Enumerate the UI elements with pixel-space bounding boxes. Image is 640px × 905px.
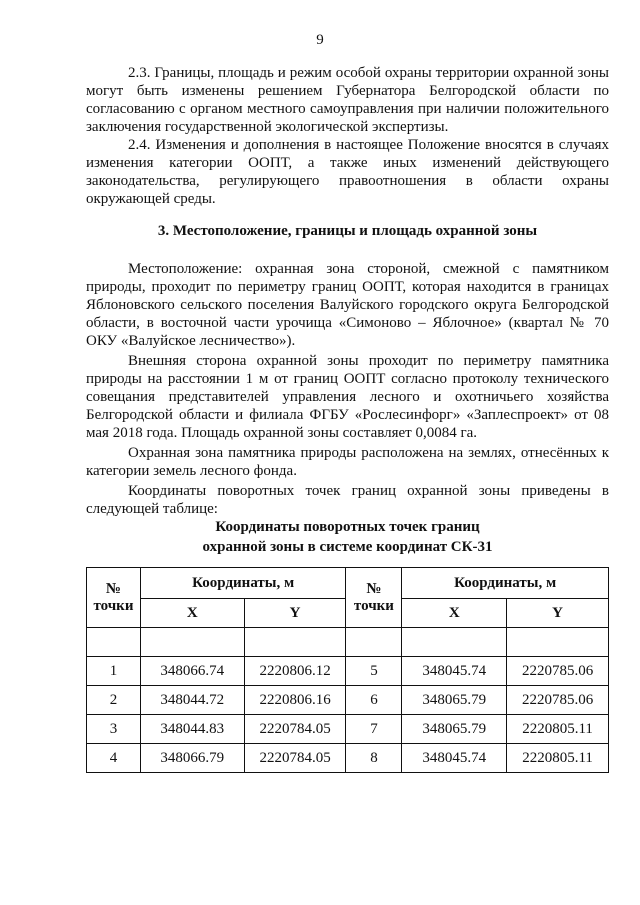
table-title-line-2: охранной зоны в системе координат СК-31	[202, 539, 493, 555]
table-row	[87, 657, 609, 686]
cell-y: 2220805.11	[507, 744, 609, 773]
section-3-text	[86, 260, 609, 520]
cell-point-number: 5	[346, 657, 402, 686]
cell-point-number: 3	[87, 715, 141, 744]
paragraph-2-3: 2.3. Границы, площадь и режим особой охраны территории охранной зоны могут быть изменены решением Губернатора Белгородской области по согласованию с органом местного самоуправления при наличии положительного заключения государственной экологической экспертизы.	[86, 65, 609, 135]
cell-x: 348044.72	[140, 686, 244, 715]
cell-x: 348066.74	[140, 657, 244, 686]
table-row	[87, 715, 609, 744]
paragraph-land-category: Охранная зона памятника природы расположена на землях, отнесённых к категории земель лесного фонда.	[86, 445, 609, 479]
header-x-2: X	[402, 599, 507, 628]
cell-y: 2220805.11	[507, 715, 609, 744]
header-y: Y	[244, 599, 346, 628]
table-gap-row	[87, 628, 609, 657]
paragraph-2-4: 2.4. Изменения и дополнения в настоящее Положение вносятся в случаях изменения категории ООПТ, а также иных изменений действующего законодательства, регулирующего правоотношения в области охраны окружающей среды.	[86, 137, 609, 207]
cell-x: 348065.79	[402, 715, 507, 744]
header-point-number: № точки	[87, 568, 141, 628]
cell-y: 2220784.05	[244, 715, 346, 744]
section-2-text	[86, 64, 609, 208]
header-coordinates: Координаты, м	[140, 568, 346, 599]
table-row	[87, 686, 609, 715]
cell-x: 348045.74	[402, 744, 507, 773]
cell-x: 348065.79	[402, 686, 507, 715]
header-coordinates-2: Координаты, м	[402, 568, 609, 599]
cell-x: 348044.83	[140, 715, 244, 744]
cell-y: 2220806.12	[244, 657, 346, 686]
coordinates-table	[86, 567, 609, 773]
header-x: X	[140, 599, 244, 628]
cell-y: 2220785.06	[507, 657, 609, 686]
section-3-heading: 3. Местоположение, границы и площадь охранной зоны	[157, 223, 538, 239]
cell-point-number: 8	[346, 744, 402, 773]
cell-y: 2220784.05	[244, 744, 346, 773]
page-number: 9	[316, 32, 324, 48]
cell-point-number: 7	[346, 715, 402, 744]
paragraph-outer-boundary: Внешняя сторона охранной зоны проходит по периметру памятника природы на расстоянии 1 м от границ ООПТ согласно протоколу технического совещания представителей управления лесного и охотничьего хозяйства Белгородской области и филиала ФГБУ «Рослесинфорг» «Заплеспроект» от 08 мая 2018 года. Площадь охранной зоны составляет 0,0084 га.	[86, 353, 609, 441]
header-y-2: Y	[507, 599, 609, 628]
cell-point-number: 2	[87, 686, 141, 715]
table-title	[86, 517, 609, 557]
table-row	[87, 744, 609, 773]
paragraph-table-intro: Координаты поворотных точек границ охранной зоны приведены в следующей таблице:	[86, 483, 609, 517]
table-header-row	[87, 568, 609, 599]
table-title-line-1: Координаты поворотных точек границ	[215, 519, 480, 535]
cell-x: 348045.74	[402, 657, 507, 686]
cell-point-number: 6	[346, 686, 402, 715]
cell-point-number: 4	[87, 744, 141, 773]
cell-x: 348066.79	[140, 744, 244, 773]
cell-y: 2220785.06	[507, 686, 609, 715]
header-point-number-2: № точки	[346, 568, 402, 628]
paragraph-location: Местоположение: охранная зона стороной, смежной с памятником природы, проходит по периметру границ ООПТ, которая находится в границах Яблоновского сельского поселения Валуйского городского округа Белгородской области, в восточной части урочища «Симоново – Яблочное» (квартал № 70 ОКУ «Валуйское лесничество»).	[86, 261, 609, 349]
cell-point-number: 1	[87, 657, 141, 686]
cell-y: 2220806.16	[244, 686, 346, 715]
